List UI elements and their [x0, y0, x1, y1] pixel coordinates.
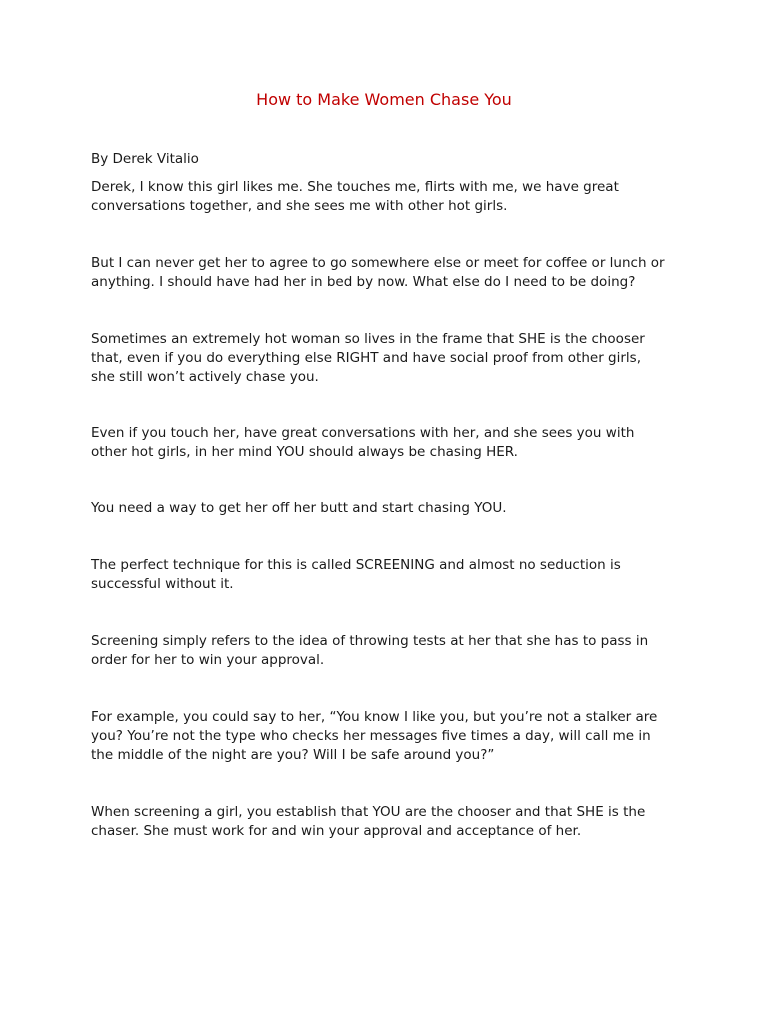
paragraph [91, 254, 691, 292]
paragraph-line: you? You’re not the type who checks her messages five times a day, will call me in [91, 728, 651, 744]
paragraph [91, 499, 691, 518]
paragraph [91, 708, 691, 765]
paragraph-line: For example, you could say to her, “You know I like you, but you’re not a stalker are [91, 709, 658, 725]
paragraph-line: Screening simply refers to the idea of throwing tests at her that she has to pass in [91, 633, 649, 649]
paragraph [91, 632, 691, 670]
paragraph [91, 556, 691, 594]
document-title: How to Make Women Chase You [256, 90, 512, 109]
paragraph-line: that, even if you do everything else RIGHT and have social proof from other girls, [91, 350, 641, 366]
paragraph-line: You need a way to get her off her butt and start chasing YOU. [91, 500, 507, 516]
paragraph [91, 330, 691, 387]
paragraph-line: other hot girls, in her mind YOU should always be chasing HER. [91, 444, 518, 460]
paragraph [91, 178, 691, 216]
paragraph-line: Even if you touch her, have great conversations with her, and she sees you with [91, 425, 635, 441]
paragraph-line: she still won’t actively chase you. [91, 369, 319, 385]
paragraph-line: chaser. She must work for and win your approval and acceptance of her. [91, 823, 582, 839]
paragraph-line: conversations together, and she sees me with other hot girls. [91, 198, 508, 214]
paragraph-line: the middle of the night are you? Will I be safe around you?” [91, 747, 495, 763]
paragraph-line: successful without it. [91, 576, 234, 592]
paragraph-line: But I can never get her to agree to go somewhere else or meet for coffee or lunch or [91, 255, 665, 271]
paragraph [91, 424, 691, 462]
paragraph-line: Derek, I know this girl likes me. She touches me, flirts with me, we have great [91, 179, 619, 195]
author-byline: By Derek Vitalio [91, 151, 199, 167]
paragraph [91, 803, 691, 841]
paragraph-line: The perfect technique for this is called SCREENING and almost no seduction is [91, 557, 621, 573]
paragraph-line: order for her to win your approval. [91, 652, 325, 668]
paragraph-line: anything. I should have had her in bed by now. What else do I need to be doing? [91, 274, 636, 290]
paragraph-line: Sometimes an extremely hot woman so lives in the frame that SHE is the chooser [91, 331, 645, 347]
paragraph-line: When screening a girl, you establish that YOU are the chooser and that SHE is the [91, 804, 646, 820]
